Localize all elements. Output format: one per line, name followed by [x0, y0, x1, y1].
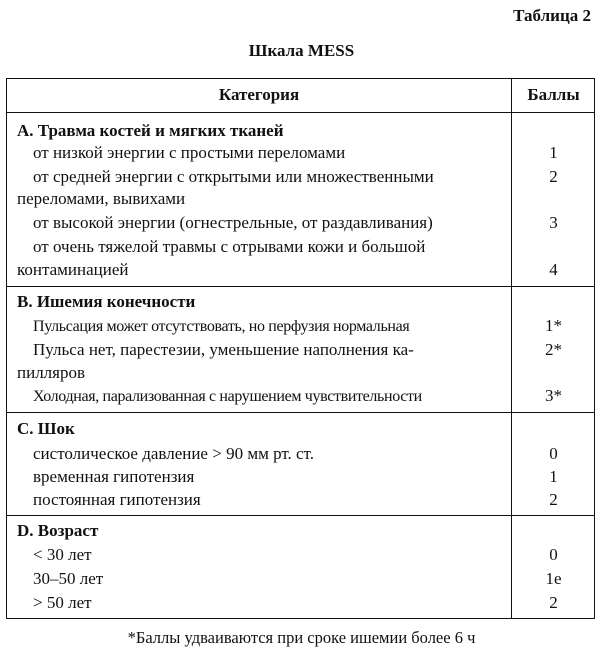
table-title: Шкала MESS — [248, 41, 355, 60]
item-a1-line1: от низкой энергии с простыми переломами — [33, 143, 346, 162]
item-d1-line1: < 30 лет — [33, 545, 92, 564]
item-b1-score: 1* — [545, 316, 562, 335]
table-number-label: Таблица 2 — [513, 6, 591, 25]
item-a4-line2: контаминацией — [17, 260, 129, 279]
item-b3-line1: Холодная, парализованная с нарушением чувствительности — [33, 388, 422, 405]
item-c3-line1: постоянная гипотензия — [33, 490, 201, 509]
mess-score-table — [6, 78, 595, 619]
item-a1-score: 1 — [549, 143, 558, 162]
footnote: *Баллы удваиваются при сроке ишемии более 6 ч — [127, 628, 476, 647]
section-divider — [7, 515, 594, 516]
item-a4-score: 4 — [549, 260, 558, 279]
item-c2-line1: временная гипотензия — [33, 467, 195, 486]
item-b1-line1: Пульсация может отсутствовать, но перфузия нормальная — [33, 318, 410, 335]
item-a3-score: 3 — [549, 213, 558, 232]
item-a2-line1: от средней энергии с открытыми или множественными — [33, 167, 434, 186]
item-a3-line1: от высокой энергии (огнестрельные, от раздавливания) — [33, 213, 433, 232]
header-score: Баллы — [527, 85, 580, 104]
item-c1-line1: систолическое давление > 90 мм рт. ст. — [33, 444, 314, 463]
section-heading-a: A. Травма костей и мягких тканей — [17, 121, 284, 140]
item-a4-line1: от очень тяжелой травмы с отрывами кожи и большой — [33, 237, 426, 256]
header-divider — [7, 112, 594, 113]
section-heading-c: C. Шок — [17, 419, 75, 438]
item-b2-score: 2* — [545, 340, 562, 359]
item-b2-line1: Пульса нет, парестезии, уменьшение наполнения ка- — [33, 340, 414, 359]
item-c1-score: 0 — [549, 444, 558, 463]
section-divider — [7, 286, 594, 287]
section-divider — [7, 412, 594, 413]
item-c2-score: 1 — [549, 467, 558, 486]
section-heading-b: B. Ишемия конечности — [17, 292, 196, 311]
item-b2-line2: пилляров — [17, 363, 86, 382]
section-heading-d: D. Возраст — [17, 521, 99, 540]
item-a2-score: 2 — [549, 167, 558, 186]
item-b3-score: 3* — [545, 386, 562, 405]
header-category: Категория — [218, 85, 300, 104]
item-c3-score: 2 — [549, 490, 558, 509]
item-a2-line2: переломами, вывихами — [17, 189, 186, 208]
item-d2-score: 1e — [545, 569, 562, 588]
item-d1-score: 0 — [549, 545, 558, 564]
item-d2-line1: 30–50 лет — [33, 569, 104, 588]
item-d3-line1: > 50 лет — [33, 593, 92, 612]
item-d3-score: 2 — [549, 593, 558, 612]
